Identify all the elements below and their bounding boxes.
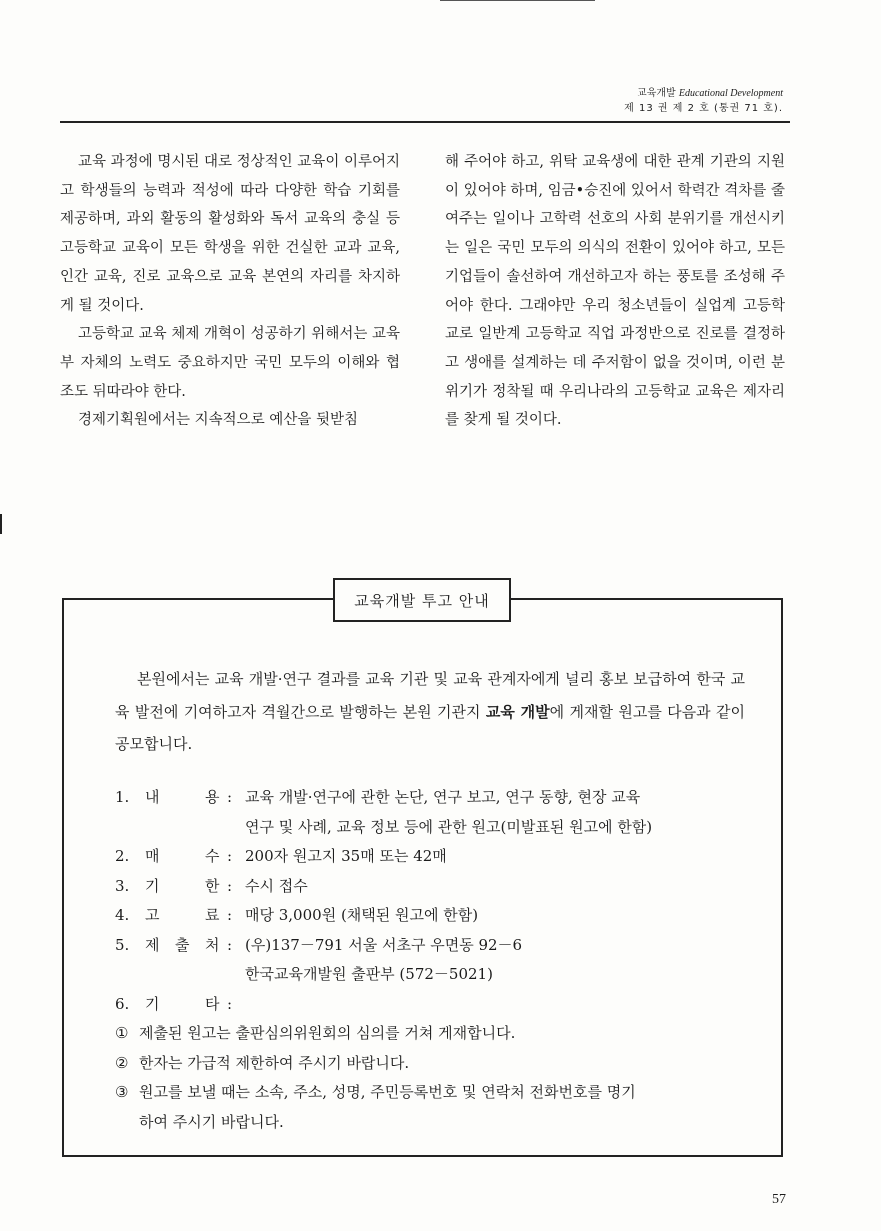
label-char: 제 xyxy=(145,935,160,954)
label-char: 매 xyxy=(145,847,160,865)
note-text-continued: 하여 주시기 바랍니다. xyxy=(139,1112,284,1131)
note-text: 원고를 보낼 때는 소속, 주소, 성명, 주민등록번호 및 연락처 전화번호를 명기 xyxy=(139,1083,636,1101)
item-value: 200자 원고지 35매 또는 42매 xyxy=(245,847,447,865)
colon: : xyxy=(227,935,233,954)
colon: : xyxy=(227,788,233,806)
item-row xyxy=(115,783,765,813)
item-number: 3. xyxy=(115,876,130,895)
label-char: 처 xyxy=(205,935,220,954)
notice-intro xyxy=(115,663,745,761)
running-header xyxy=(624,86,783,116)
item-number: 5. xyxy=(115,935,130,954)
label-char: 출 xyxy=(175,935,190,954)
item-row-cont xyxy=(115,960,765,990)
paragraph: 해 주어야 하고, 위탁 교육생에 대한 관계 기관의 지원이 있어야 하며, 임금•승진에 있어서 학력간 격차를 줄여주는 일이나 고학력 선호의 사회 분위기를 개선시키는 일은 국민 모두의 의식의 전환이 있어야 하고, 모든 기업들이 솔선하여 개선하고자 하는 풍토를 조성해 주어야 한다. 그래야만 우리 청소년들이 실업계 고등학교로 일반계 고등학교 직업 과정반으로 진로를 결정하고 생애를 설계하는 데 주저함이 없을 것이며, 이런 분위기가 정착될 때 우리나라의 고등학교 교육은 제자리를 찾게 될 것이다. xyxy=(445,154,785,429)
item-number: 2. xyxy=(115,847,130,865)
item-row-cont xyxy=(115,813,765,843)
item-number: 4. xyxy=(115,906,130,924)
note-text: 제출된 원고는 출판심의위원회의 심의를 거쳐 게재합니다. xyxy=(139,1024,516,1042)
item-row xyxy=(115,901,765,931)
item-value-continued: 한국교육개발원 출판부 (572－5021) xyxy=(245,965,493,983)
intro-text: 에 게재할 원고를 다음과 같이 공모합니다. xyxy=(115,702,745,753)
note-item xyxy=(115,1078,765,1108)
colon: : xyxy=(227,994,233,1013)
label-char: 내 xyxy=(145,788,160,806)
item-number: 1. xyxy=(115,788,130,806)
intro-text: 본원에서는 교육 개발·연구 결과를 교육 기관 및 교육 관계자에게 널리 홍보 보급하여 한국 교육 발전에 기여하고자 격월간으로 발행하는 본원 기관지 xyxy=(115,670,745,721)
page-number: 57 xyxy=(772,1192,786,1207)
label-char: 한 xyxy=(205,876,220,895)
item-row xyxy=(115,872,765,902)
colon: : xyxy=(227,847,233,865)
label-char: 기 xyxy=(145,994,160,1013)
item-row xyxy=(115,842,765,872)
paragraph: 고등학교 교육 체제 개혁이 성공하기 위해서는 교육부 자체의 노력도 중요하지만 국민 모두의 이해와 협조도 뒤따라야 한다. xyxy=(60,326,400,400)
notice-intro-text xyxy=(115,663,745,761)
paragraph: 교육 과정에 명시된 대로 정상적인 교육이 이루어지고 학생들의 능력과 적성에 따라 다양한 학습 기회를 제공하며, 과외 활동의 활성화와 독서 교육의 충실 등 고등학교 교육이 모든 학생을 위한 건실한 교과 교육, 인간 교육, 진로 교육으로 교육 본연의 자리를 차지하게 될 것이다. xyxy=(60,154,400,314)
colon: : xyxy=(227,906,233,924)
label-char: 타 xyxy=(205,994,220,1013)
label-char: 료 xyxy=(205,906,220,924)
margin-mark xyxy=(0,514,2,534)
note-item xyxy=(115,1019,765,1049)
journal-title-kr: 교육개발 xyxy=(637,88,676,99)
note-text: 한자는 가급적 제한하여 주시기 바랍니다. xyxy=(139,1053,410,1072)
journal-title-en: Educational Development xyxy=(678,88,783,99)
item-value: 매당 3,000원 (채택된 원고에 한함) xyxy=(245,906,479,924)
item-number: 6. xyxy=(115,994,130,1013)
item-value: 수시 접수 xyxy=(245,876,308,895)
notice-title: 교육개발 투고 안내 xyxy=(333,578,511,622)
item-row xyxy=(115,931,765,961)
note-marker: ② xyxy=(115,1053,129,1072)
note-item xyxy=(115,1049,765,1079)
left-column xyxy=(60,148,400,435)
item-value: (우)137－791 서울 서초구 우면동 92－6 xyxy=(245,935,523,954)
note-marker: ① xyxy=(115,1024,129,1042)
label-char: 고 xyxy=(145,906,160,924)
journal-title xyxy=(624,86,783,101)
issue-info: 제 13 권 제 2 호 (통권 71 호). xyxy=(624,103,783,114)
label-char: 기 xyxy=(145,876,160,895)
notice-items xyxy=(115,783,765,1137)
top-decorative-rule xyxy=(440,0,595,1)
right-column xyxy=(445,148,785,435)
label-char: 수 xyxy=(205,847,220,865)
item-value-continued: 연구 및 사례, 교육 정보 등에 관한 원고(미발표된 원고에 한함) xyxy=(245,817,653,836)
item-row xyxy=(115,990,765,1020)
journal-name-bold: 교육 개발 xyxy=(485,702,550,721)
item-value: 교육 개발·연구에 관한 논단, 연구 보고, 연구 동향, 현장 교육 xyxy=(245,788,641,806)
colon: : xyxy=(227,876,233,895)
note-marker: ③ xyxy=(115,1083,129,1101)
paragraph: 경제기획원에서는 지속적으로 예산을 뒷받침 xyxy=(78,412,358,429)
note-item-cont xyxy=(115,1108,765,1138)
label-char: 용 xyxy=(205,788,220,806)
header-rule xyxy=(60,121,790,123)
